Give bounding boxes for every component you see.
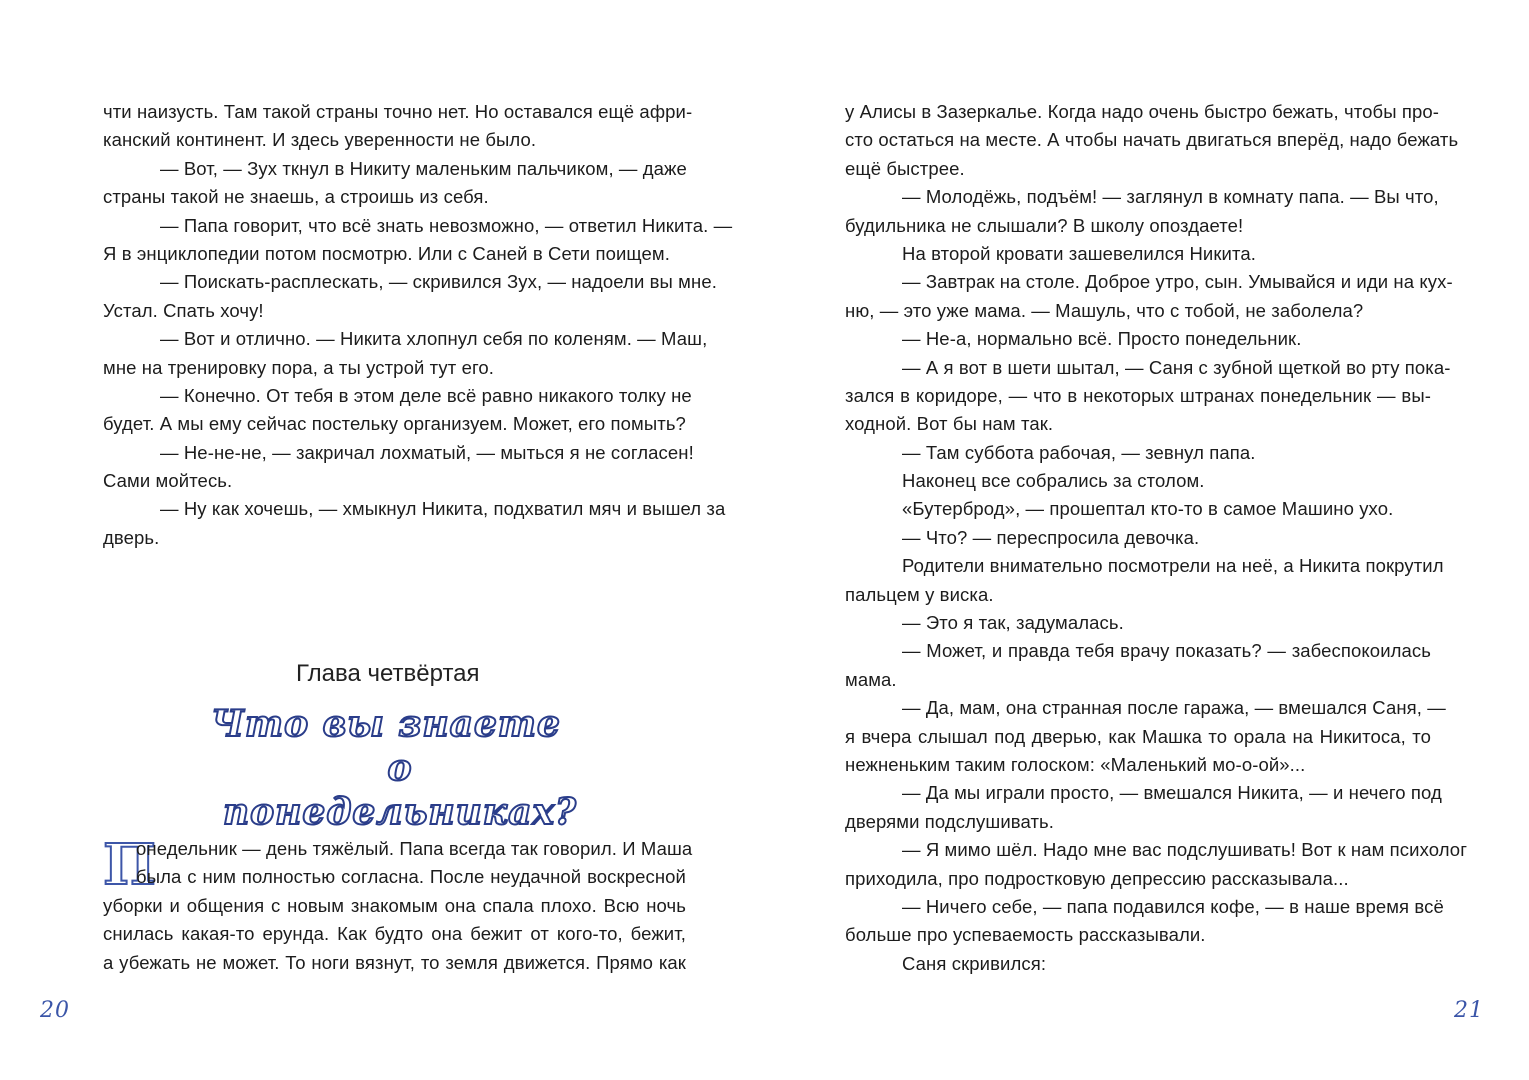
text-line: — А я вот в шети шытал, — Саня с зубной щеткой во рту пока- [902, 356, 1451, 378]
text-line: уборки и общения с новым знакомым она спала плохо. Всю ночь [103, 894, 686, 916]
text-line: — Молодёжь, подъём! — заглянул в комнату папа. — Вы что, [902, 186, 1439, 208]
text-line: — Да мы играли просто, — вмешался Никита, — и нечего под [902, 782, 1442, 804]
text-line: мне на тренировку пора, а ты устрой тут его. [103, 356, 495, 378]
text-line: дверями подслушивать. [845, 810, 1055, 832]
text-line: приходила, про подростковую депрессию рассказывала... [845, 867, 1349, 889]
text-line: мама. [845, 668, 897, 690]
right-page-text [845, 98, 1468, 978]
text-line: — Ну как хочешь, — хмыкнул Никита, подхватил мяч и вышел за [160, 498, 726, 520]
text-line: — Вот, — Зух ткнул в Никиту маленьким пальчиком, — даже [160, 157, 687, 179]
right-page [765, 0, 1529, 1080]
text-line: — Конечно. От тебя в этом деле всё равно никакого толку не [160, 384, 692, 406]
text-line: — Может, и правда тебя врачу показать? — забеспокоилась [902, 640, 1431, 662]
text-line: — Да, мам, она странная после гаража, — вмешался Саня, — [902, 697, 1446, 719]
text-line: «Бутерброд», — прошептал кто-то в самое Машино ухо. [902, 498, 1394, 520]
page-number: 20 [40, 998, 70, 1023]
chapter-title [210, 702, 590, 834]
text-line: — Поискать-расплескать, — скривился Зух, — надоели вы мне. [160, 271, 717, 293]
text-line: дверь. [103, 526, 160, 548]
text-line: Я в энциклопедии потом посмотрю. Или с Саней в Сети поищем. [103, 242, 670, 264]
text-line: была с ним полностью согласна. После неудачной воскресной [136, 866, 686, 888]
text-line: будильника не слышали? В школу опоздаете! [845, 214, 1244, 236]
text-line: Наконец все собрались за столом. [902, 470, 1205, 492]
text-line: — Не-не-не, — закричал лохматый, — мыться я не согласен! [160, 441, 694, 463]
text-line: Сами мойтесь. [103, 470, 233, 492]
chapter-number: Глава четвёртая [296, 660, 480, 687]
text-line: страны такой не знаешь, а строишь из себя. [103, 186, 489, 208]
text-line: На второй кровати зашевелился Никита. [902, 242, 1256, 264]
text-line: Родители внимательно посмотрели на неё, а Никита покрутил [902, 555, 1444, 577]
left-page [0, 0, 764, 1080]
text-line: — Вот и отлично. — Никита хлопнул себя по коленям. — Маш, [160, 328, 708, 350]
text-line: ню, — это уже мама. — Машуль, что с тобой, не заболела? [845, 299, 1364, 321]
text-line: — Не-а, нормально всё. Просто понедельник. [902, 328, 1302, 350]
text-line: — Это я так, задумалась. [902, 612, 1124, 634]
chapter-body-text [103, 832, 693, 977]
chapter-title-line: о понедельниках? [222, 747, 578, 833]
drop-cap: П [103, 832, 156, 898]
text-line: сто остаться на месте. А чтобы начать двигаться вперёд, надо бежать [845, 129, 1459, 151]
chapter-title-line: Что вы знаете [211, 703, 561, 745]
text-line: а убежать не может. То ноги вязнут, то земля движется. Прямо как [103, 951, 686, 973]
text-line: больше про успеваемость рассказывали. [845, 924, 1206, 946]
page-number: 21 [1454, 998, 1484, 1023]
text-line: у Алисы в Зазеркалье. Когда надо очень быстро бежать, чтобы про- [845, 101, 1439, 122]
text-line: — Завтрак на столе. Доброе утро, сын. Умывайся и иди на кух- [902, 271, 1453, 293]
text-line: будет. А мы ему сейчас постельку организуем. Может, его помыть? [103, 413, 686, 435]
text-line: онедельник — день тяжёлый. Папа всегда так говорил. И Маша [136, 838, 693, 859]
text-line: — Папа говорит, что всё знать невозможно, — ответил Никита. — [160, 214, 733, 236]
text-line: Устал. Спать хочу! [103, 299, 264, 321]
text-line: чти наизусть. Там такой страны точно нет. Но оставался ещё афри- [103, 101, 693, 122]
text-line: снилась какая-то ерунда. Как будто она бежит от кого-то, бежит, [103, 923, 686, 945]
text-line: пальцем у виска. [845, 583, 994, 605]
text-line: — Там суббота рабочая, — зевнул папа. [902, 441, 1256, 463]
text-line: ещё быстрее. [845, 157, 965, 179]
left-page-text-top [103, 98, 733, 552]
text-line: канский континент. И здесь уверенности не было. [103, 129, 537, 151]
text-line: Саня скривился: [902, 952, 1047, 974]
text-line: я вчера слышал под дверью, как Машка то орала на Никитоса, то [845, 725, 1431, 747]
text-line: — Ничего себе, — папа подавился кофе, — в наше время всё [902, 895, 1444, 917]
text-line: — Что? — переспросила девочка. [902, 526, 1200, 548]
text-line: — Я мимо шёл. Надо мне вас подслушивать! Вот к нам психолог [902, 839, 1468, 861]
text-line: зался в коридоре, — что в некоторых штранах понедельник — вы- [845, 384, 1431, 406]
text-line: нежненьким таким голоском: «Маленький мо-о-ой»... [845, 753, 1306, 775]
text-line: ходной. Вот бы нам так. [845, 413, 1054, 435]
